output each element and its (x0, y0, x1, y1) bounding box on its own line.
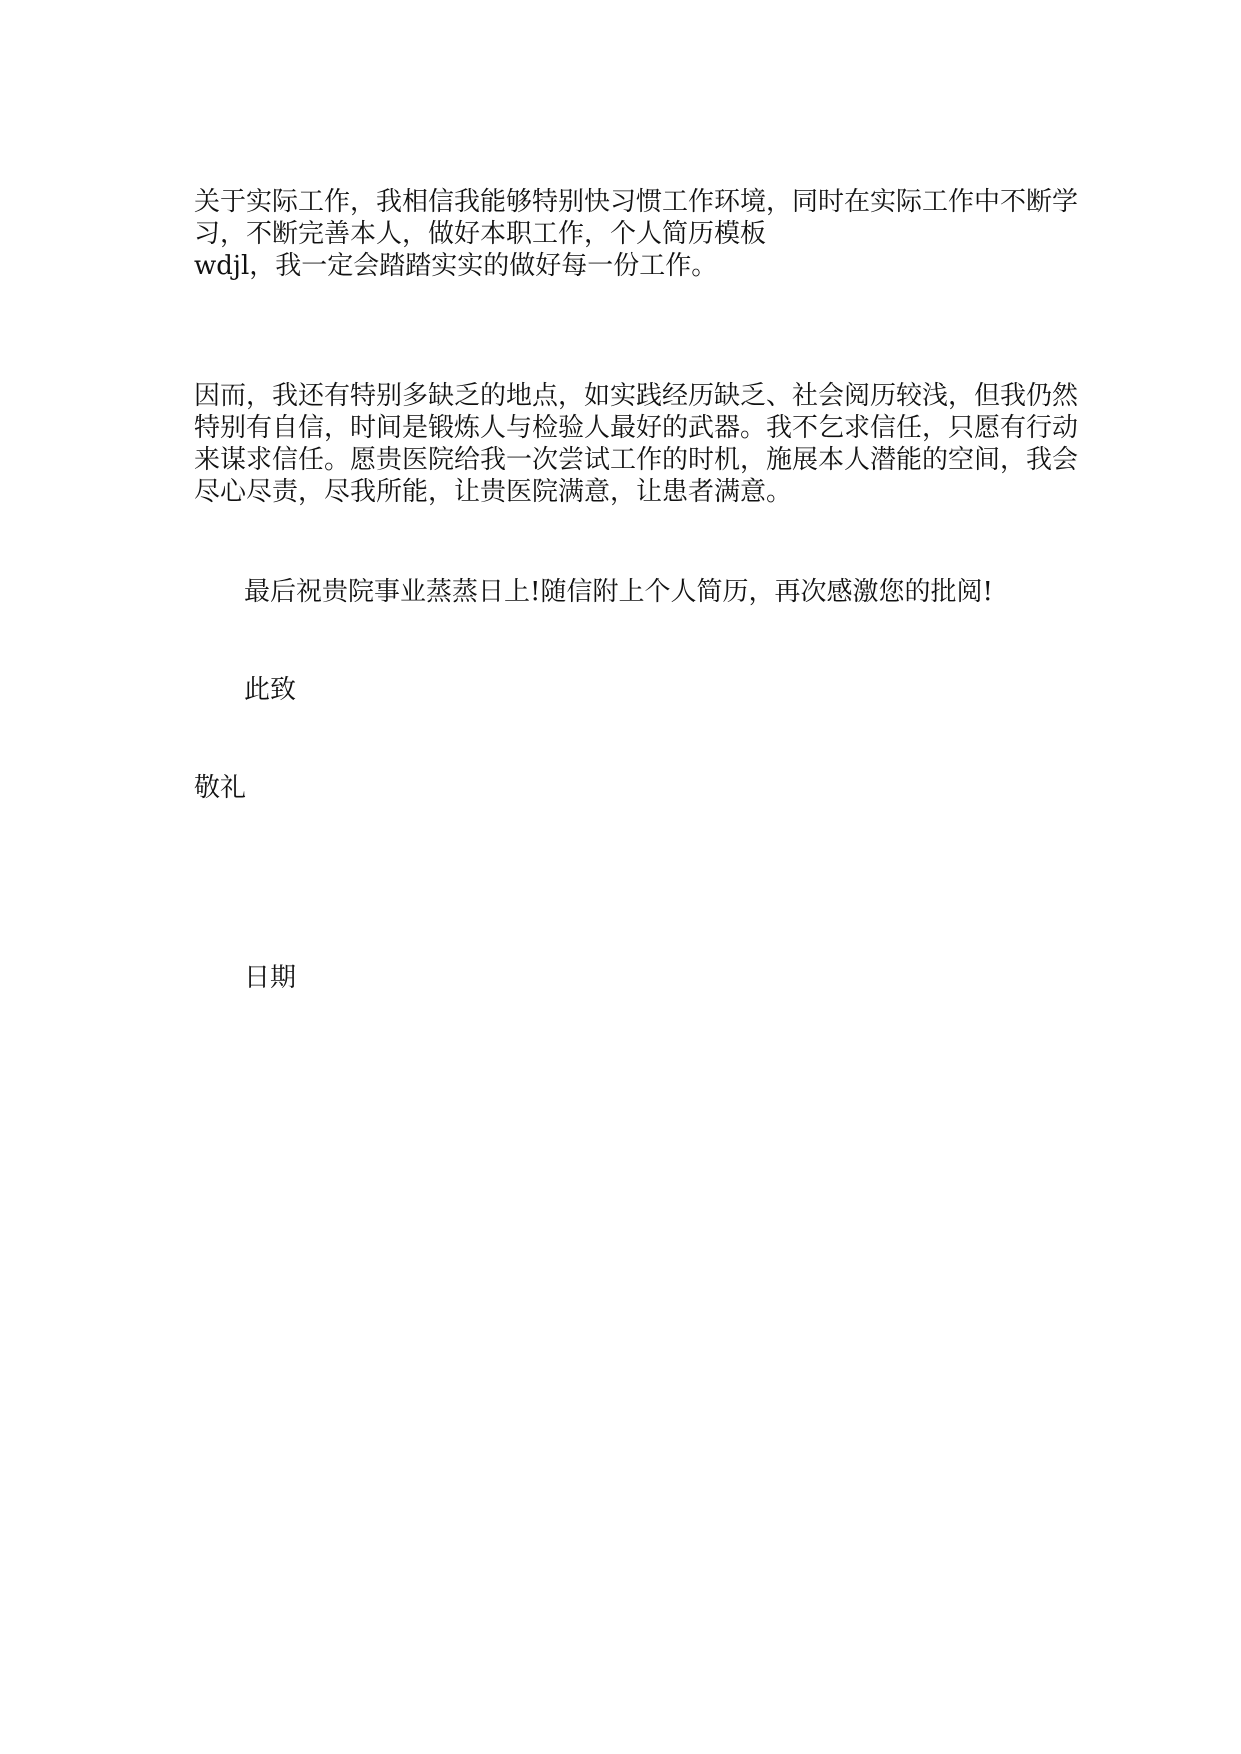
paragraph-1-line-1: 关于实际工作，我相信我能够特别快习惯工作环境，同时在实际工作中不断学 (194, 187, 1079, 217)
paragraph-1-line-2: 习，不断完善本人，做好本职工作，个人简历模板 (194, 219, 767, 249)
paragraph-1-line-3: wdjl，我一定会踏踏实实的做好每一份工作。 (194, 251, 718, 281)
paragraph-2-line-2: 特别有自信，时间是锻炼人与检验人最好的武器。我不乞求信任，只愿有行动 (194, 413, 1079, 443)
paragraph-2-line-3: 来谋求信任。愿贵医院给我一次尝试工作的时机，施展本人潜能的空间，我会 (194, 445, 1079, 475)
closing-wish: 最后祝贵院事业蒸蒸日上!随信附上个人简历，再次感激您的批阅! (244, 577, 993, 607)
date-label: 日期 (244, 963, 297, 993)
paragraph-2-line-4: 尽心尽责，尽我所能，让贵医院满意，让患者满意。 (194, 477, 793, 507)
salutation: 此致 (244, 675, 297, 705)
paragraph-2-line-1: 因而，我还有特别多缺乏的地点，如实践经历缺乏、社会阅历较浅，但我仍然 (194, 381, 1079, 411)
regards: 敬礼 (194, 773, 247, 803)
